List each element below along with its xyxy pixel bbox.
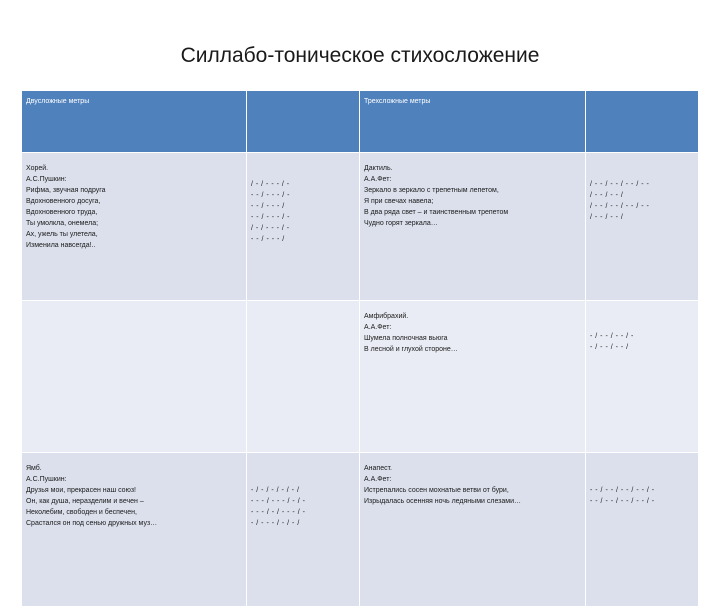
iamb-example: Ямб. А.С.Пушкин: Друзья мои, прекрасен наш союз! Он, как душа, неразделим и вечен – Неколебим, свободен и беспечен, Срастался он под сенью дружных муз… — [22, 453, 247, 607]
header-blank-1 — [247, 91, 360, 153]
dactyl-pattern: / - - / - - / - - / - - / - - / - - / / - - / - - / - - / - - / - - / - - / — [586, 153, 699, 301]
table-row — [22, 153, 699, 301]
amphibrach-pattern: - / - - / - - / - - / - - / - - / — [586, 301, 699, 453]
slide-title: Силлабо-тоническое стихосложение — [180, 44, 540, 67]
trochee-example: Хорей. А.С.Пушкин: Рифма, звучная подруга Вдохновенного досуга, Вдохновенного труда, Ты умолкла, онемела; Ах, ужель ты улетела, Изменила навсегда!.. — [22, 153, 247, 301]
anapest-example: Анапест. А.А.Фет: Истрепались сосен мохнатые ветви от бури, Изрыдалась осенняя ночь ледяными слезами… — [360, 453, 586, 607]
header-two-syllable: Двусложные метры — [22, 91, 247, 153]
trochee-pattern: / - / - - - / - - - / - - - / - - - / - - - / - - / - - - / - / - / - - - / - - - / - - - / — [247, 153, 360, 301]
table-row — [22, 453, 699, 607]
empty-cell-pattern — [247, 301, 360, 453]
dactyl-example: Дактиль. А.А.Фет: Зеркало в зеркало с трепетным лепетом, Я при свечах навела; В два ряда свет – и таинственным трепетом Чудно горят зеркала… — [360, 153, 586, 301]
table-row — [22, 301, 699, 453]
anapest-pattern: - - / - - / - - / - - / - - - / - - / - - / - - / - — [586, 453, 699, 607]
empty-cell-left — [22, 301, 247, 453]
meters-table — [21, 90, 699, 607]
table-header-row — [22, 91, 699, 153]
header-three-syllable: Трехсложные метры — [360, 91, 586, 153]
header-blank-2 — [586, 91, 699, 153]
iamb-pattern: - / - / - / - / - / - - - / - - - / - / - - - - / - / - - - / - - / - - - / - / - / — [247, 453, 360, 607]
amphibrach-example: Амфибрахий. А.А.Фет: Шумела полночная вьюга В лесной и глухой стороне… — [360, 301, 586, 453]
